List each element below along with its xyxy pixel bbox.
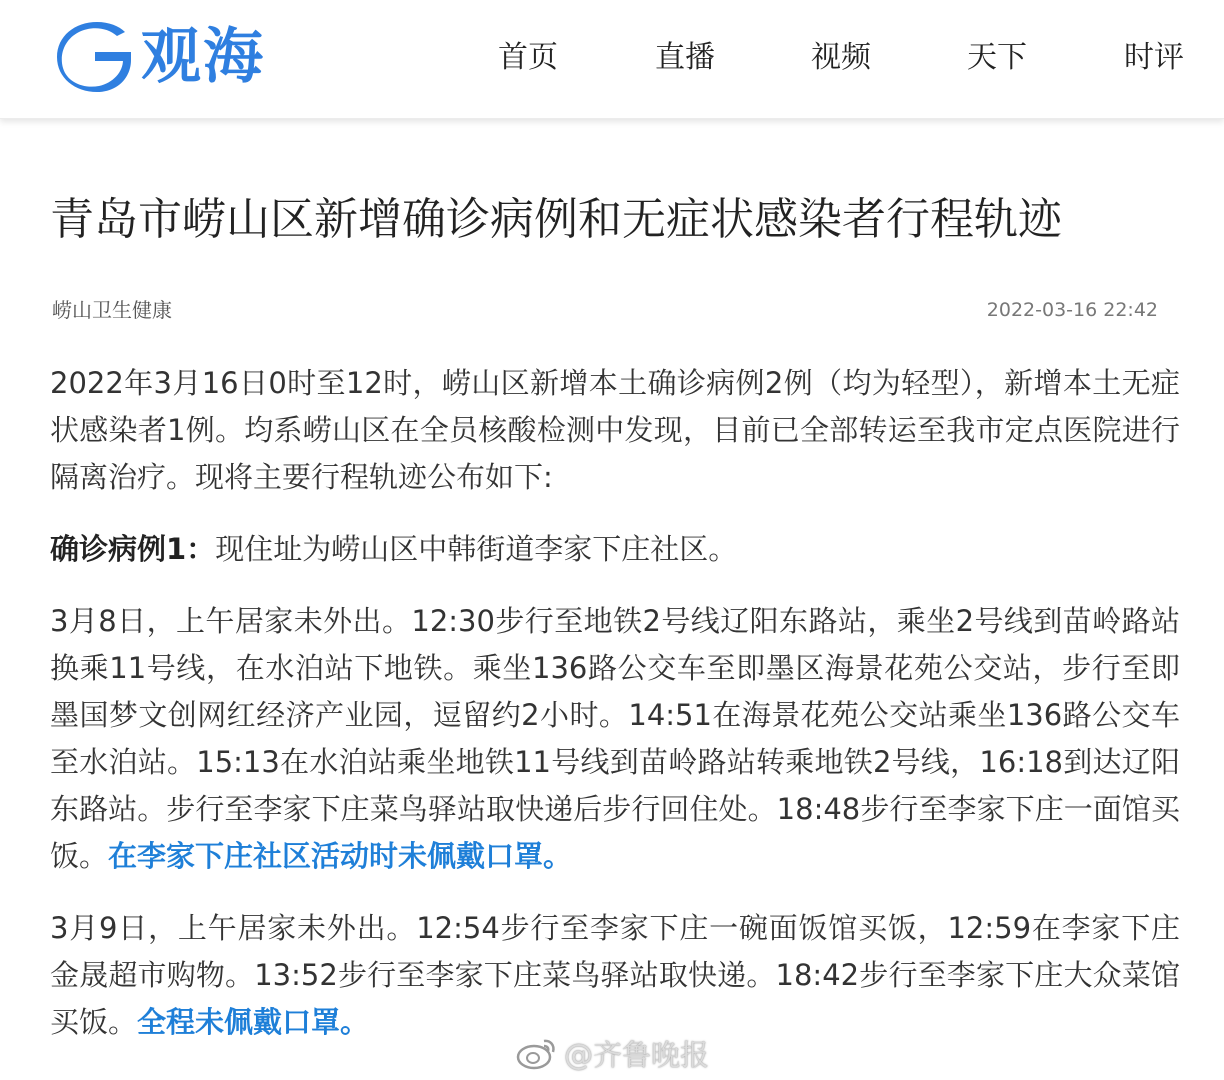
nav-live[interactable]: 直播 xyxy=(655,40,715,75)
logo-text: 观海 xyxy=(141,22,265,92)
march8-text: 3月8日，上午居家未外出。12:30步行至地铁2号线辽阳东路站，乘坐2号线到苗岭路站换乘11号线，在水泊站下地铁。乘坐136路公交车至即墨区海景花苑公交站，步行至即墨国梦文创网红经济产业园，逗留约2小时。14:51在海景花苑公交站乘坐136路公交车至水泊站。15:13在水泊站乘坐地铁11号线到苗岭路站转乘地铁2号线，16:18到达辽阳东路站。步行至李家下庄菜鸟驿站取快递后步行回住处。18:48步行至李家下庄一面馆买饭。 xyxy=(50,604,1180,873)
nav-commentary[interactable]: 时评 xyxy=(1124,40,1184,75)
paragraph-march9 xyxy=(50,905,1180,1046)
paragraph-intro xyxy=(50,360,1180,501)
article-body xyxy=(50,360,1180,1071)
nav-video[interactable]: 视频 xyxy=(811,40,871,75)
article-time: 2022-03-16 22:42 xyxy=(986,299,1158,321)
weibo-icon xyxy=(516,1035,558,1071)
article-title: 青岛市崂山区新增确诊病例和无症状感染者行程轨迹 xyxy=(50,194,1062,245)
case1-label: 确诊病例1： xyxy=(50,532,216,566)
nav-home[interactable]: 首页 xyxy=(498,40,558,75)
top-header xyxy=(0,0,1224,119)
nav-world[interactable]: 天下 xyxy=(967,40,1027,75)
main-nav xyxy=(0,36,1224,80)
intro-text: 2022年3月16日0时至12时，崂山区新增本土确诊病例2例（均为轻型），新增本土无症状感染者1例。均系崂山区在全员核酸检测中发现，目前已全部转运至我市定点医院进行隔离治疗。现将主要行程轨迹公布如下: xyxy=(50,366,1180,494)
watermark-text: @齐鲁晚报 xyxy=(564,1037,710,1072)
article-source[interactable]: 崂山卫生健康 xyxy=(52,298,172,322)
march8-highlight: 在李家下庄社区活动时未佩戴口罩。 xyxy=(108,839,573,873)
paragraph-march8 xyxy=(50,598,1180,880)
march9-highlight: 全程未佩戴口罩。 xyxy=(137,1005,370,1039)
weibo-watermark xyxy=(516,1031,709,1075)
march9-text: 3月9日，上午居家未外出。12:54步行至李家下庄一碗面饭馆买饭，12:59在李家下庄金晟超市购物。13:52步行至李家下庄菜鸟驿站取快递。18:42步行至李家下庄大众菜馆买饭。 xyxy=(50,911,1180,1039)
case1-address: 现住址为崂山区中韩街道李家下庄社区。 xyxy=(215,532,738,566)
paragraph-case1 xyxy=(50,526,1180,573)
